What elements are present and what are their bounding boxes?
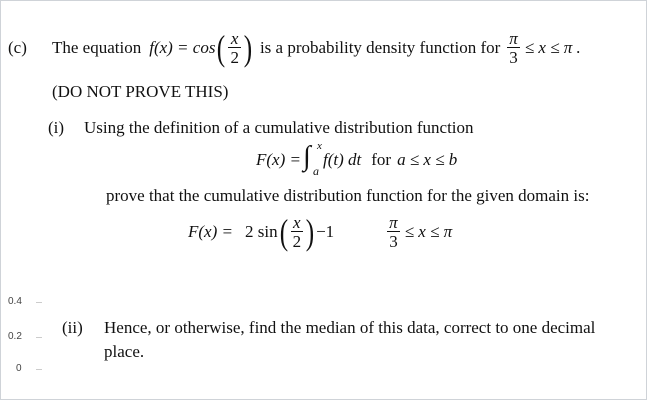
part-c-text-mid: is a probability density function for [259,38,501,57]
part-i-line1: Using the definition of a cumulative distribution function [84,118,474,137]
pi-numerator: π [389,213,398,232]
part-ii-label: (ii) [62,318,83,337]
pi-over-three-fraction [507,30,520,66]
part-ii-line1: Hence, or otherwise, find the median of this data, correct to one decimal [104,318,596,337]
axis-tick [36,302,42,303]
left-paren-icon: ( [279,212,288,252]
three-denominator: 3 [507,47,520,66]
integral-lower-limit: a [312,164,319,178]
part-c-statement [52,30,581,66]
pi-numerator: π [509,29,518,48]
part-ii-line2: place. [104,342,145,361]
integral-icon: ∫ [302,141,311,172]
three-denominator: 3 [387,231,400,250]
axis-tick-label: 0 [16,363,22,374]
result-range-rest: ≤ x ≤ π [404,222,453,241]
part-c-text-before: The equation [52,38,142,57]
part-c-label: (c) [8,38,27,57]
fraction-denominator: 2 [230,48,239,67]
right-paren-icon: ) [243,28,253,68]
integrand: f(t) dt [322,150,362,169]
cdf-definition [256,142,457,178]
cdf-lhs: F(x) = [256,150,301,169]
sin-term: 2 sin [244,222,278,241]
fraction-numerator: x [293,213,301,232]
cdf-result [188,212,452,252]
minus-one: −1 [316,222,335,241]
fraction-numerator: x [230,29,239,48]
part-i-line2: prove that the cumulative distribution function for the given domain is: [106,186,590,205]
part-c-fraction [228,30,241,66]
cdf-result-lhs: F(x) = [188,222,233,241]
result-fraction [291,214,304,250]
integral-sign [301,142,323,178]
do-not-prove-note: (DO NOT PROVE THIS) [52,82,229,101]
integral-upper-limit: x [316,140,322,152]
fraction-denominator: 2 [292,232,302,251]
axis-tick [36,337,42,338]
part-i-label: (i) [48,118,65,137]
right-paren-icon: ) [305,212,315,252]
part-c-fx: f(x) = cos [149,38,216,57]
axis-tick [36,369,42,370]
left-paren-icon: ( [217,28,226,68]
axis-tick-label: 0.4 [8,296,22,307]
for-text: for [371,150,392,169]
part-c-range-rest: ≤ x ≤ π . [524,38,581,57]
cdf-range: a ≤ x ≤ b [397,150,458,169]
pi-over-three-fraction [387,214,400,250]
axis-tick-label: 0.2 [8,331,22,342]
